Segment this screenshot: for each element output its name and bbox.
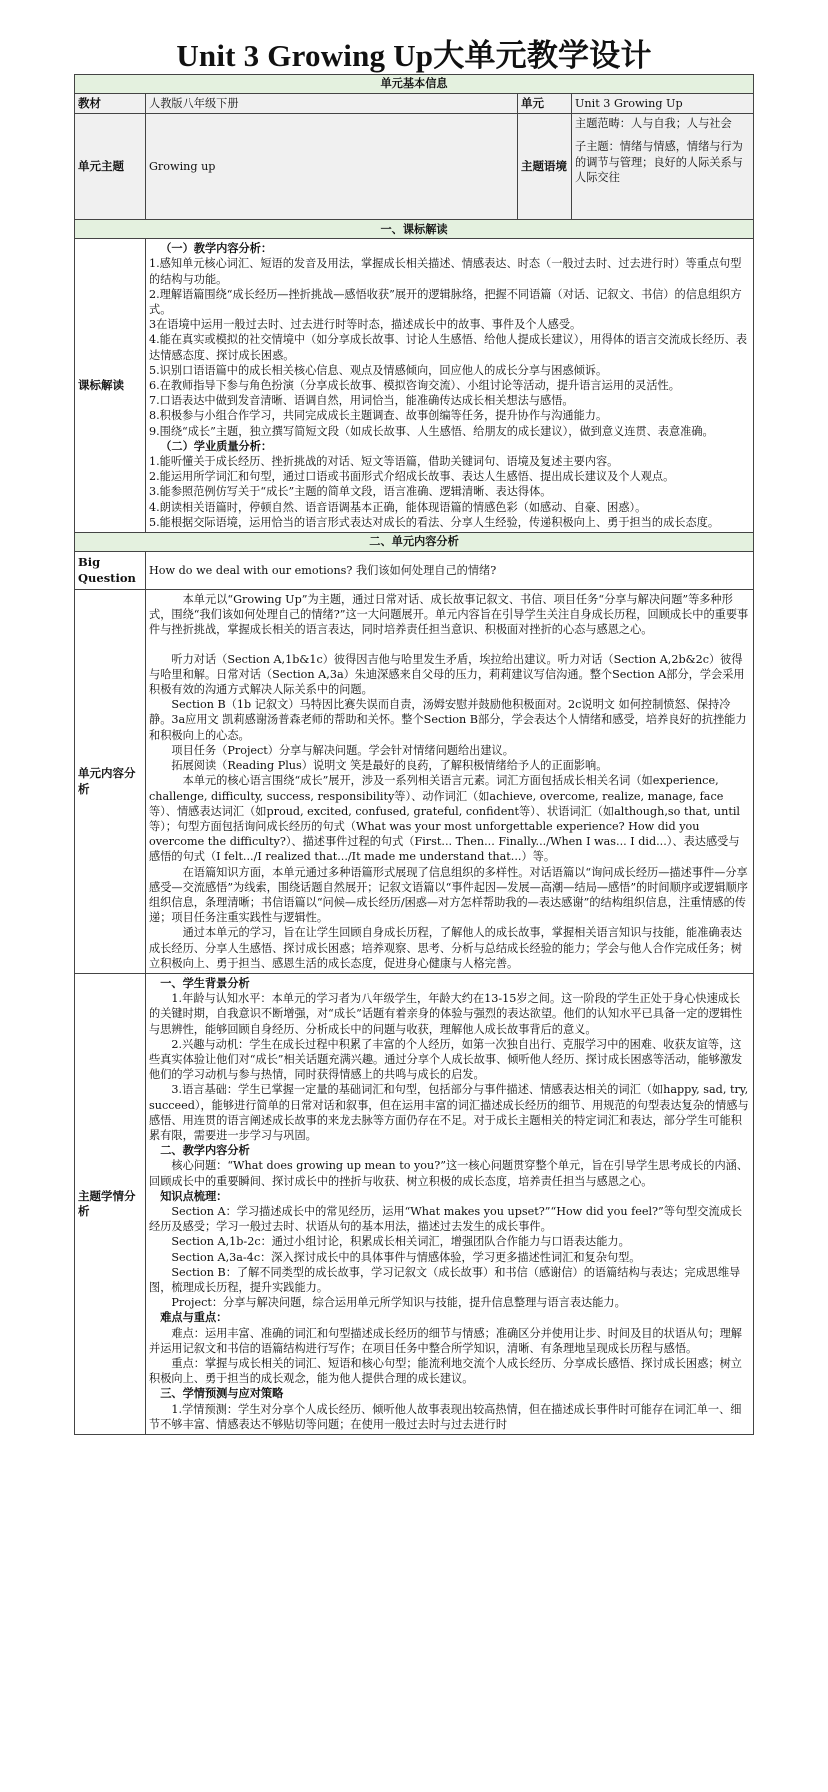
learner-subheading: 难点与重点：: [160, 1310, 228, 1325]
learner-paragraph: 核心问题：“What does growing up mean to you?”这一核心问题贯穿整个单元，旨在引导学生思考成长的内涵、回顾成长中的重要瞬间、探讨成长中的挫折与收获、树立积极的成长态度，培养责任担当与感恩之心。: [149, 1159, 749, 1188]
standards-line: 6.在教师指导下参与角色扮演（分享成长故事、模拟咨询交流）、小组讨论等活动，提升语言运用的灵活性。: [149, 379, 680, 393]
theme-label: 单元主题: [75, 114, 146, 220]
standards-label: 课标解读: [75, 239, 146, 533]
standards-content: [146, 239, 754, 533]
learner-paragraph: 1.学情预测：学生对分享个人成长经历、倾听他人故事表现出较高热情，但在描述成长事件时可能存在词汇单一、细节不够丰富、情感表达不够贴切等问题；在使用一般过去时与过去进行时: [149, 1402, 742, 1431]
learner-paragraph: 重点：掌握与成长相关的词汇、短语和核心句型；能流利地交流个人成长经历、分享成长感悟、探讨成长困惑；树立积极向上、勇于担当的成长观念，能为他人提供合理的成长建议。: [149, 1357, 742, 1386]
unit-label: 单元: [518, 94, 572, 114]
learner-paragraph: Section A,1b-2c：通过小组讨论，积累成长相关词汇，增强团队合作能力与口语表达能力。: [171, 1235, 630, 1249]
theme-value: Growing up: [146, 114, 518, 220]
learner-heading: 三、学情预测与应对策略: [160, 1386, 284, 1401]
content-paragraph: 拓展阅读（Reading Plus）说明文 笑是最好的良药，了解积极情绪给予人的正面影响。: [171, 759, 608, 773]
standards-line: 1.感知单元核心词汇、短语的发音及用法，掌握成长相关描述、情感表达、时态（一般过去时、过去进行时）等重点句型的结构与功能。: [149, 257, 742, 286]
textbook-label: 教材: [75, 94, 146, 114]
learner-analysis-body: [146, 973, 754, 1434]
content-analysis-label: 单元内容分析: [75, 590, 146, 974]
section-header-standards: 一、课标解读: [75, 220, 754, 239]
standards-line: 4.朗读相关语篇时，停顿自然、语音语调基本正确，能体现语篇的情感色彩（如感动、自豪、困惑）。: [149, 500, 647, 514]
learner-heading: 二、教学内容分析: [160, 1143, 250, 1158]
standards-line: 7.口语表达中做到发音清晰、语调自然，用词恰当，能准确传达成长相关想法与感悟。: [149, 394, 574, 408]
learner-paragraph: 3.语言基础：学生已掌握一定量的基础词汇和句型，包括部分与事件描述、情感表达相关的词汇（如happy, sad, try, succeed），能够进行简单的日常对话和叙事，但在运用丰富的词汇描述成长经历的细节、用规范的句型表达复杂的情感与感悟、用连贯的语言阐述成长故事的来龙去脉等方面仍存在不足。对于成长主题相关的特定词汇和表达，部分学生可能积累有限，需要进一步学习与巩固。: [149, 1083, 749, 1142]
content-paragraph: 本单元以“Growing Up”为主题，通过日常对话、成长故事记叙文、书信、项目任务“分享与解决问题”等多种形式，围绕“我们该如何处理自己的情绪?”这一大问题展开。单元内容旨在引导学生关注自身成长历程，回顾成长中的重要事件与挫折挑战，掌握成长相关的语言表达，同时培养责任担当意识、积极面对挫折的心态与感恩之心。: [149, 593, 749, 637]
standards-line: （一）教学内容分析：: [160, 241, 273, 256]
design-table: [74, 74, 754, 1435]
standards-line: 5.能根据交际语境，运用恰当的语言形式表达对成长的看法、分享人生经验，传递积极向上、勇于担当的成长态度。: [149, 515, 720, 529]
content-analysis-body: [146, 590, 754, 974]
standards-line: 2.理解语篇围绕“成长经历—挫折挑战—感悟收获”展开的逻辑脉络，把握不同语篇（对话、记叙文、书信）的信息组织方式。: [149, 287, 742, 317]
section-header-basic: 单元基本信息: [75, 75, 754, 94]
content-paragraph: Section B（1b 记叙文）马特因比赛失误而自责，汤姆安慰并鼓励他积极面对。2c说明文 如何控制愤怒、保持冷静。3a应用文 凯莉感谢汤普森老师的帮助和关怀。整个Section B部分，学会表达个人情绪和感受，培养良好的抗挫能力和积极向上的心态。: [149, 698, 747, 742]
learner-paragraph: 2.兴趣与动机：学生在成长过程中积累了丰富的个人经历，如第一次独自出行、克服学习中的困难、收获友谊等，这些真实体验让他们对“成长”相关话题充满兴趣。通过分享个人成长故事、倾听他人经历、探讨成长困惑等活动，能够激发他们的学习动机与参与热情，同时获得情感上的共鸣与成长的启发。: [149, 1037, 743, 1082]
learner-subheading: 知识点梳理：: [160, 1188, 228, 1203]
content-paragraph: 在语篇知识方面，本单元通过多种语篇形式展现了信息组织的多样性。对话语篇以“询问成长经历—描述事件—分享感受—交流感悟”为线索，围绕话题自然展开；记叙文语篇以“事件起因—发展—高潮—结局—感悟”的时间顺序或逻辑顺序组织信息，条理清晰；书信语篇以“问候—成长经历/困惑—对方怎样帮助我的—表达感谢”的结构组织信息，注重情感的传递；项目任务注重实践性与逻辑性。: [149, 865, 748, 925]
standards-line: 2.能运用所学词汇和句型，通过口语或书面形式介绍成长故事、表达人生感悟、提出成长建议及个人观点。: [149, 470, 675, 484]
big-question-value: How do we deal with our emotions? 我们该如何处理自己的情绪?: [146, 552, 754, 590]
content-paragraph: 通过本单元的学习，旨在让学生回顾自身成长历程，了解他人的成长故事，掌握相关语言知识与技能，能准确表达成长经历、分享人生感悟、探讨成长困惑；培养观察、思考、分析与总结成长经验的能力；学会与他人合作完成任务；树立积极向上、勇于担当、感恩生活的成长态度，促进身心健康与人格完善。: [149, 926, 742, 970]
standards-line: （二）学业质量分析：: [160, 438, 273, 453]
learner-paragraph: 1.年龄与认知水平：本单元的学习者为八年级学生，年龄大约在13-15岁之间。这一阶段的学生正处于身心快速成长的关键时期，自我意识不断增强，对“成长”话题有着亲身的体验与强烈的表达欲望。他们的认知水平已具备一定的逻辑性与思辨性，能够回顾自身经历、分析成长中的问题与收获，理解他人成长故事背后的意义。: [149, 992, 743, 1036]
standards-line: 5.识别口语语篇中的成长相关核心信息、观点及情感倾向，回应他人的成长分享与困惑倾诉。: [149, 363, 608, 377]
textbook-value: 人教版八年级下册: [146, 94, 518, 114]
document-title: Unit 3 Growing Up大单元教学设计: [176, 38, 652, 73]
learner-paragraph: 难点：运用丰富、准确的词汇和句型描述成长经历的细节与情感；准确区分并使用让步、时间及目的状语从句；理解并运用记叙文和书信的语篇结构进行写作；在项目任务中整合所学知识，清晰、有条理地呈现成长历程与感悟。: [149, 1326, 742, 1355]
learner-paragraph: Section B：了解不同类型的成长故事，学习记叙文（成长故事）和书信（感谢信）的语篇结构与表达；完成思维导图，梳理成长历程，提升实践能力。: [149, 1265, 741, 1294]
standards-line: 8.积极参与小组合作学习，共同完成成长主题调查、故事创编等任务，提升协作与沟通能力。: [149, 409, 608, 423]
learner-paragraph: Project：分享与解决问题，综合运用单元所学知识与技能，提升信息整理与语言表达能力。: [171, 1296, 626, 1310]
context-scope: 主题范畴：人与自我；人与社会: [575, 117, 732, 131]
learner-heading: 一、学生背景分析: [160, 975, 250, 990]
context-subtheme: 子主题：情绪与情感，情绪与行为的调节与管理；良好的人际关系与人际交往: [575, 140, 743, 184]
content-paragraph: 本单元的核心语言围绕“成长”展开，涉及一系列相关语言元素。词汇方面包括成长相关名词（如experience, challenge, difficulty, success, responsibility等）、动作词汇（如achieve, overcome, realize, manage, face等）、情感表达词汇（如proud, excited, confused, grateful, confident等）、状语词汇（如although,so that, until等）；句型方面包括询问成长经历的句式（What was your most unforgettable experience? How did you overcome the difficulty?）、描述事件过程的句式（First... Then... Finally.../When I was... I did...）、表达感受与感悟的句式（I felt.../I realized that.../It made me understand that...）等。: [149, 774, 740, 864]
standards-line: 3.能参照范例仿写关于“成长”主题的简单文段，语言准确、逻辑清晰、表达得体。: [149, 485, 552, 499]
learner-analysis-label: 主题学情分析: [75, 973, 146, 1434]
context-value: [572, 114, 754, 220]
standards-line: 1.能听懂关于成长经历、挫折挑战的对话、短文等语篇，借助关键词句、语境及复述主要内容。: [149, 455, 619, 469]
section-header-content: 二、单元内容分析: [75, 533, 754, 552]
learner-paragraph: Section A：学习描述成长中的常见经历，运用“What makes you upset?”“How did you feel?”等句型交流成长经历及感受；学习一般过去时、状语从句的基本用法，描述过去发生的成长事件。: [149, 1204, 743, 1234]
standards-line: 4.能在真实或模拟的社交情境中（如分享成长故事、讨论人生感悟、给他人提成长建议），用得体的语言交流成长经历、表达情感态度、探讨成长困惑。: [149, 333, 748, 362]
big-question-label: Big Question: [75, 552, 146, 590]
learner-paragraph: Section A,3a-4c：深入探讨成长中的具体事件与情感体验，学习更多描述性词汇和复杂句型。: [171, 1250, 641, 1264]
unit-value: Unit 3 Growing Up: [572, 94, 754, 114]
standards-line: 9.围绕“成长”主题，独立撰写简短文段（如成长故事、人生感悟、给朋友的成长建议），做到意义连贯、表意准确。: [149, 424, 714, 438]
standards-line: 3在语境中运用一般过去时、过去进行时等时态，描述成长中的故事、事件及个人感受。: [149, 318, 582, 332]
content-paragraph: 项目任务（Project）分享与解决问题。学会针对情绪问题给出建议。: [171, 743, 514, 757]
context-label: 主题语境: [518, 114, 572, 220]
content-paragraph: 听力对话（Section A,1b&1c）彼得因吉他与哈里发生矛盾，埃拉给出建议。听力对话（Section A,2b&2c）彼得与哈里和解。日常对话（Section A,3a）朱迪深感来自父母的压力，莉莉建议写信沟通。整个Section A部分，学会采用积极有效的沟通方式解决人际关系中的问题。: [149, 652, 745, 697]
